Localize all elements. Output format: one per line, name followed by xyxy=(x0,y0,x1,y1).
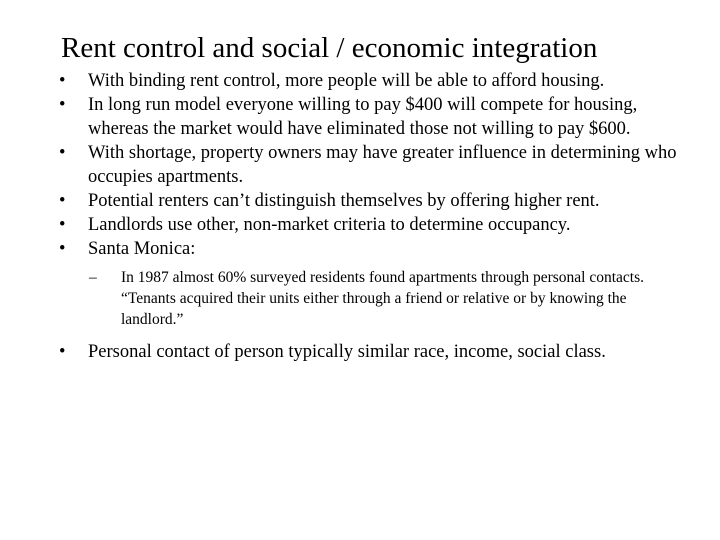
sub-bullet-text: In 1987 almost 60% surveyed residents found apartments through personal contacts. “Tenants acquired their units either through a friend or relative or by knowing the landlord.” xyxy=(121,269,645,328)
bullet-icon: • xyxy=(59,71,66,91)
bullet-item xyxy=(58,69,678,93)
slide-title: Rent control and social / economic integration xyxy=(61,32,598,64)
bullet-text: In long run model everyone willing to pay $400 will compete for housing, whereas the market would have eliminated those not willing to pay $600. xyxy=(88,95,638,139)
bullet-icon: • xyxy=(59,342,66,362)
bullet-icon: • xyxy=(59,143,66,163)
dash-icon: – xyxy=(89,269,97,286)
bullet-list xyxy=(58,69,678,364)
bullet-item xyxy=(58,340,678,364)
bullet-icon: • xyxy=(59,239,66,259)
bullet-item xyxy=(58,93,678,141)
bullet-icon: • xyxy=(59,215,66,235)
bullet-item xyxy=(58,189,678,213)
bullet-text: With shortage, property owners may have greater influence in determining who occupies apartments. xyxy=(88,143,677,187)
bullet-text: Landlords use other, non-market criteria to determine occupancy. xyxy=(88,215,571,235)
bullet-text: Potential renters can’t distinguish themselves by offering higher rent. xyxy=(88,191,600,211)
sub-bullet-item xyxy=(89,267,678,330)
bullet-text: Personal contact of person typically similar race, income, social class. xyxy=(88,342,606,362)
bullet-icon: • xyxy=(59,95,66,115)
bullet-icon: • xyxy=(59,191,66,211)
bullet-item xyxy=(58,237,678,330)
bullet-text: Santa Monica: xyxy=(88,239,196,259)
bullet-text: With binding rent control, more people will be able to afford housing. xyxy=(88,71,605,91)
sub-bullet-list xyxy=(88,267,678,330)
bullet-item xyxy=(58,213,678,237)
bullet-item xyxy=(58,141,678,189)
